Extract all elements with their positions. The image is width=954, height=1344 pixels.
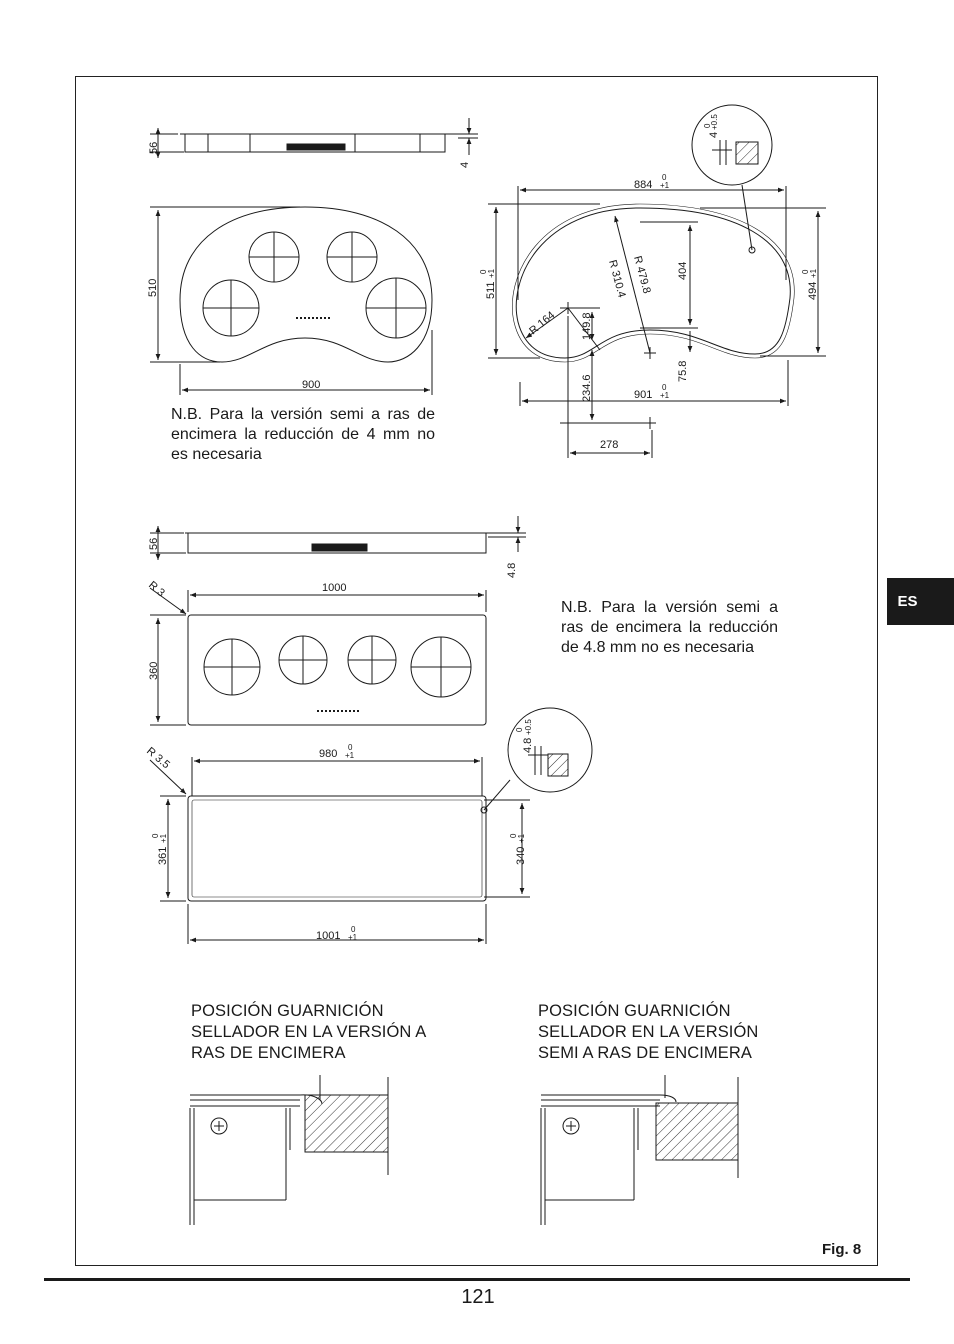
dim-900-cutout-r2: R 310.4 <box>606 258 628 299</box>
dim-1000-detail-value: 4.8 <box>522 737 534 753</box>
seal-title-flush: POSICIÓN GUARNICIÓN SELLADOR EN LA VERSIÓN A RAS DE ENCIMERA <box>191 1002 426 1062</box>
dim-1000-cutout-inner-width: 980 <box>319 748 338 760</box>
hob-900-side-view <box>150 118 478 158</box>
dim-900-cutout-width-top: 884 <box>634 179 653 191</box>
dim-900-cutout-tol-right-zero: 0 <box>801 269 810 274</box>
dim-900-cutout-d3: 278 <box>600 439 619 451</box>
dim-1000-cutout-tol-outer: +1 <box>348 933 358 942</box>
seal-section-flush <box>190 1075 388 1225</box>
dim-1000-detail-tol: +0.5 <box>524 719 533 735</box>
hob-1000-top-view <box>150 588 486 725</box>
dim-900-cutout-d2: 234.6 <box>581 374 593 402</box>
dim-1000-cutout-tol-right: +1 <box>517 833 526 843</box>
dim-900-side-height: 56 <box>148 141 160 154</box>
dim-900-top-width: 900 <box>302 379 321 391</box>
dim-900-detail-value: 4 <box>708 131 720 138</box>
dim-1000-cutout-outer-width: 1001 <box>316 930 341 942</box>
dim-900-cutout-tol-bottom-zero: 0 <box>662 383 667 392</box>
dim-1000-top-height: 360 <box>148 661 160 680</box>
seal-section-semi-flush <box>541 1075 738 1225</box>
hob-900-top-view <box>150 207 432 395</box>
dim-1000-cutout-tol-right-zero: 0 <box>509 833 518 838</box>
language-tab: ES <box>887 578 954 625</box>
dim-1000-detail-tol-zero: 0 <box>515 727 524 732</box>
page-number: 121 <box>461 1286 495 1308</box>
dim-1000-side-step: 4.8 <box>506 562 518 578</box>
hob-900-cutout <box>488 105 826 458</box>
dim-1000-side-height: 56 <box>148 537 160 550</box>
dim-900-cutout-tol-right: +1 <box>809 268 818 278</box>
dim-900-detail-tol-zero: 0 <box>703 123 712 128</box>
dim-900-cutout-tol-top: +1 <box>660 181 670 190</box>
dim-900-cutout-height-left: 511 <box>485 281 497 299</box>
dim-900-cutout-r3: R 479.8 <box>631 254 653 295</box>
figure-label: Fig. 8 <box>822 1241 862 1258</box>
dim-1000-cutout-tol-inner: +1 <box>345 751 355 760</box>
bottom-rule <box>44 1278 910 1281</box>
note-hob-900: N.B. Para la versión semi a ras de encimera la reducción de 4 mm no es necesaria <box>171 406 435 463</box>
dim-1000-cutout-tol-left-zero: 0 <box>151 833 160 838</box>
dim-900-cutout-d1: 149.8 <box>581 312 593 340</box>
dim-900-cutout-tol-bottom: +1 <box>660 391 670 400</box>
dim-900-top-height: 510 <box>147 278 159 297</box>
dim-1000-cutout-radius: R 3.5 <box>144 745 172 772</box>
dim-900-cutout-tol-left: +1 <box>487 268 496 278</box>
dim-900-cutout-tol-left-zero: 0 <box>479 269 488 274</box>
dim-1000-top-width: 1000 <box>322 582 347 594</box>
dimension-labels <box>144 114 819 942</box>
dim-900-detail-tol: +0.5 <box>710 114 719 130</box>
dim-1000-cutout-height-left: 361 <box>157 846 169 865</box>
note-hob-1000: N.B. Para la versión semi a ras de encimera la reducción de 4.8 mm no es necesaria <box>561 599 778 656</box>
dim-900-cutout-height-right: 494 <box>807 281 819 300</box>
dim-900-side-step: 4 <box>459 161 471 168</box>
seal-title-semi-flush: POSICIÓN GUARNICIÓN SELLADOR EN LA VERSIÓN SEMI A RAS DE ENCIMERA <box>538 1002 759 1062</box>
dim-1000-top-radius: R 3 <box>146 579 167 600</box>
dim-1000-cutout-height-right: 340 <box>515 846 527 865</box>
dim-900-cutout-lower-offset: 75.8 <box>677 360 689 382</box>
dim-900-cutout-inner-height: 404 <box>677 261 689 280</box>
dim-1000-cutout-tol-outer-zero: 0 <box>351 925 356 934</box>
dim-1000-cutout-tol-left: +1 <box>159 833 168 843</box>
dim-1000-cutout-tol-inner-zero: 0 <box>348 743 353 752</box>
dim-900-cutout-width-bottom: 901 <box>634 389 653 401</box>
dim-900-cutout-r1: R 164 <box>527 309 558 338</box>
dim-900-cutout-tol-top-zero: 0 <box>662 173 667 182</box>
hob-1000-side-view <box>150 516 526 560</box>
